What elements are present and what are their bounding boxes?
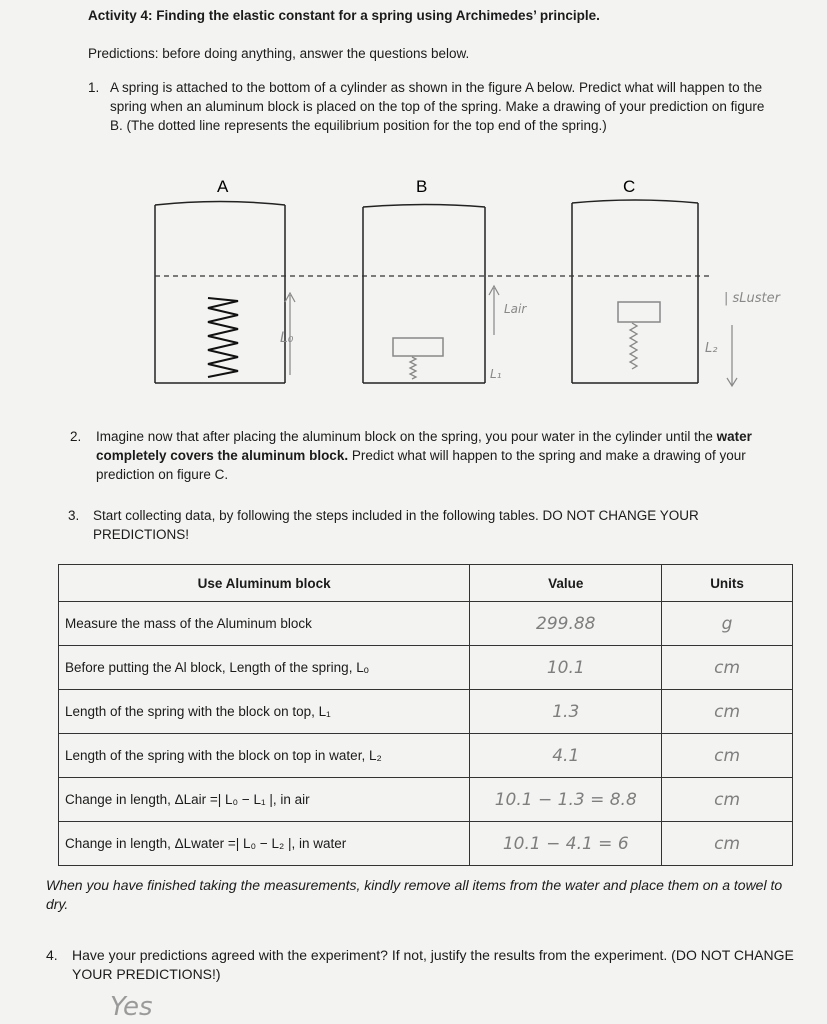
activity-title: Activity 4: Finding the elastic constant for a spring using Archimedes’ principle.	[88, 8, 600, 23]
row-label: Change in length, ΔLair =| L₀ − L₁ |, in air	[59, 778, 470, 822]
question-number: 1.	[88, 80, 100, 95]
table-row	[59, 778, 793, 822]
hand-label-l2: L₂	[705, 341, 718, 356]
row-unit[interactable]: cm	[662, 690, 793, 734]
predictions-heading: Predictions: before doing anything, answer the questions below.	[88, 46, 470, 61]
row-label: Before putting the Al block, Length of the spring, Lₒ	[59, 646, 470, 690]
table-row	[59, 822, 793, 866]
question-text: A spring is attached to the bottom of a cylinder as shown in the figure A below. Predict what will happen to the spring when an aluminum block is placed on the top of the spring. Make a drawing of your prediction on figure B. (The dotted line represents the equilibrium position for the top end of the spring.)	[110, 80, 765, 133]
row-label: Length of the spring with the block on top in water, L₂	[59, 734, 470, 778]
row-value[interactable]: 4.1	[470, 734, 662, 778]
question-2	[70, 427, 795, 487]
lair-arrow	[489, 286, 499, 335]
cleanup-note: When you have finished taking the measurements, kindly remove all items from the water and place them on a towel to dry.	[46, 877, 783, 912]
row-value[interactable]: 10.1 − 4.1 = 6	[470, 822, 662, 866]
header-cell: Value	[470, 565, 662, 602]
hand-label-ilester: | sLuster	[724, 291, 780, 306]
hand-label-l0: L₀	[280, 330, 294, 346]
question-text: Have your predictions agreed with the experiment? If not, justify the results from the experiment. (DO NOT CHANGE YOUR PREDICTIONS!)	[72, 947, 794, 982]
cylinder-a	[155, 202, 285, 384]
row-unit[interactable]: cm	[662, 778, 793, 822]
figure-b-label: B	[416, 177, 428, 196]
row-unit[interactable]: cm	[662, 822, 793, 866]
spring-b	[410, 357, 416, 379]
question-1	[88, 78, 788, 138]
spring-c	[630, 323, 637, 369]
question-4	[46, 946, 826, 986]
row-label: Change in length, ΔLwater =| L₀ − L₂ |, in water	[59, 822, 470, 866]
question-text-part: Imagine now that after placing the aluminum block on the spring, you pour water in the cylinder until the	[96, 429, 717, 444]
question-text: Start collecting data, by following the steps included in the following tables. DO NOT CHANGE YOUR PREDICTIONS!	[93, 508, 699, 542]
table-row	[59, 602, 793, 646]
question-number: 4.	[46, 947, 58, 963]
block-b	[393, 338, 443, 356]
table-row	[59, 690, 793, 734]
row-value[interactable]: 10.1 − 1.3 = 8.8	[470, 778, 662, 822]
question-3	[68, 506, 798, 546]
hand-label-lair: Lair	[504, 302, 527, 316]
row-unit[interactable]: cm	[662, 646, 793, 690]
row-label: Measure the mass of the Aluminum block	[59, 602, 470, 646]
question-text-bold: water completely covers the aluminum block.	[96, 429, 752, 463]
row-value[interactable]: 1.3	[470, 690, 662, 734]
table-row	[59, 734, 793, 778]
table-header-row	[59, 565, 793, 602]
table-row	[59, 646, 793, 690]
row-value[interactable]: 299.88	[470, 602, 662, 646]
row-unit[interactable]: g	[662, 602, 793, 646]
spring-a	[208, 298, 238, 377]
question-number: 2.	[70, 429, 82, 444]
cylinder-figures	[130, 170, 827, 395]
question-text-part: Predict what will happen to the spring and make a drawing of your prediction on figure C.	[96, 448, 746, 482]
answer-q4[interactable]: Yes	[110, 992, 153, 1022]
question-text	[96, 427, 791, 484]
row-label: Length of the spring with the block on top, L₁	[59, 690, 470, 734]
figure-a-label: A	[217, 177, 229, 196]
l2-arrow	[727, 325, 737, 386]
cylinder-c	[572, 200, 698, 383]
row-unit[interactable]: cm	[662, 734, 793, 778]
block-c	[618, 302, 660, 322]
header-cell: Units	[662, 565, 793, 602]
header-cell: Use Aluminum block	[59, 565, 470, 602]
hand-label-l1: L₁	[490, 367, 502, 381]
measurements-table	[58, 564, 793, 866]
row-value[interactable]: 10.1	[470, 646, 662, 690]
question-number: 3.	[68, 508, 80, 523]
figure-c-label: C	[623, 177, 636, 196]
